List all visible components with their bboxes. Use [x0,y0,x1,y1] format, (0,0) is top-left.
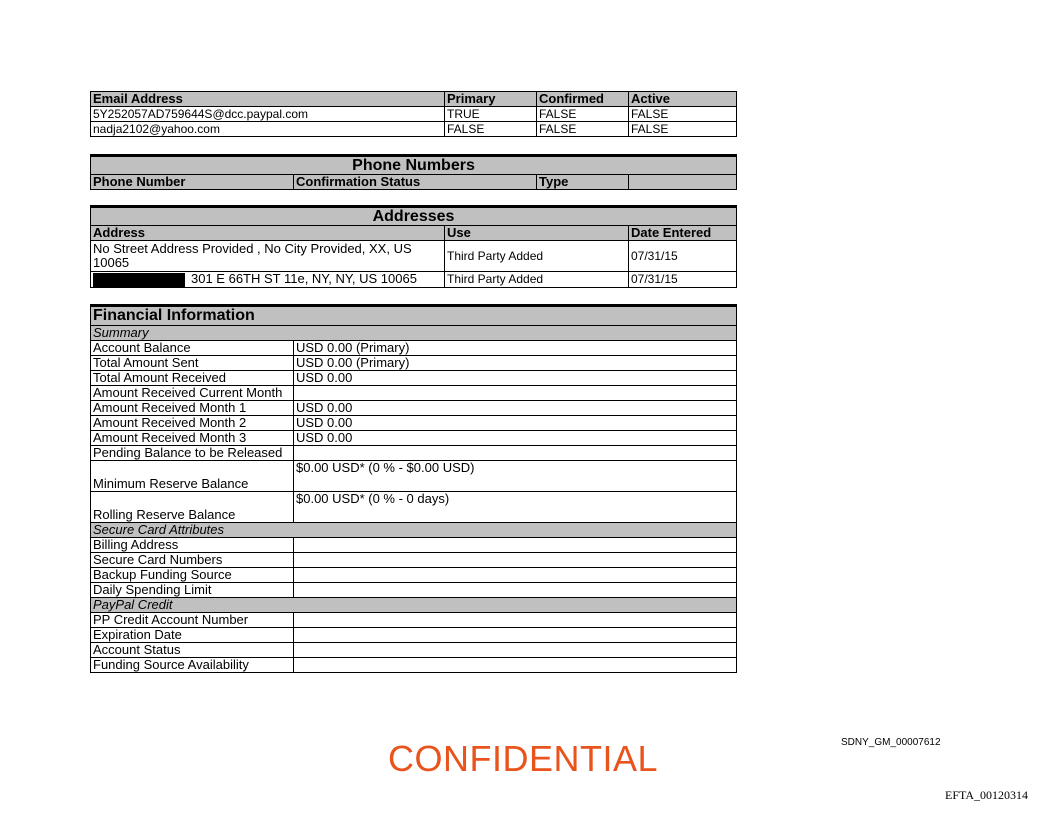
row-label: Expiration Date [91,628,294,643]
confirmed-cell: FALSE [537,122,629,137]
active-cell: FALSE [629,107,737,122]
row-label: Amount Received Month 2 [91,416,294,431]
row-value: $0.00 USD* (0 % - 0 days) [294,492,737,523]
active-cell: FALSE [629,122,737,137]
table-row [91,643,737,658]
header-use: Use [445,226,629,241]
section-row [91,326,737,341]
row-value [294,386,737,401]
address-text: 301 E 66TH ST 11e, NY, NY, US 10065 [191,271,417,286]
row-label: Total Amount Received [91,371,294,386]
email-cell: 5Y252057AD759644S@dcc.paypal.com [91,107,445,122]
table-row [91,538,737,553]
table-row [91,613,737,628]
table-row [91,371,737,386]
row-label: Minimum Reserve Balance [91,461,294,492]
row-label: Account Status [91,643,294,658]
addresses-title: Addresses [91,207,737,226]
addresses-title-row [91,207,737,226]
row-value: USD 0.00 [294,401,737,416]
phone-numbers-title: Phone Numbers [91,156,737,175]
summary-label: Summary [91,326,737,341]
header-date-entered: Date Entered [629,226,737,241]
row-label: Pending Balance to be Released [91,446,294,461]
table-row [91,107,737,122]
table-row [91,628,737,643]
header-confirmation-status: Confirmation Status [294,175,537,190]
row-label: Billing Address [91,538,294,553]
row-label: Daily Spending Limit [91,583,294,598]
table-row [91,356,737,371]
header-primary: Primary [445,92,537,107]
email-table [90,91,737,137]
address-cell: No Street Address Provided , No City Provided, XX, US 10065 [91,241,445,272]
date-entered-cell: 07/31/15 [629,272,737,288]
primary-cell: TRUE [445,107,537,122]
section-row [91,598,737,613]
redaction-bar [93,273,185,287]
table-row [91,492,737,523]
table-row [91,272,737,288]
header-address: Address [91,226,445,241]
confirmed-cell: FALSE [537,107,629,122]
row-value: USD 0.00 [294,431,737,446]
use-cell: Third Party Added [445,272,629,288]
row-value [294,568,737,583]
row-value: USD 0.00 (Primary) [294,356,737,371]
confidential-stamp: CONFIDENTIAL [388,738,659,779]
financial-table [90,304,737,673]
phone-table [90,154,737,190]
section-row [91,523,737,538]
row-value [294,538,737,553]
financial-title-row [91,306,737,326]
table-row [91,241,737,272]
row-label: Secure Card Numbers [91,553,294,568]
table-row [91,401,737,416]
primary-cell: FALSE [445,122,537,137]
use-cell: Third Party Added [445,241,629,272]
row-value [294,658,737,673]
row-value: $0.00 USD* (0 % - $0.00 USD) [294,461,737,492]
phone-title-row [91,156,737,175]
bates-number: SDNY_GM_00007612 [841,737,941,748]
address-cell [91,272,445,288]
row-value [294,583,737,598]
row-value: USD 0.00 (Primary) [294,341,737,356]
secure-card-label: Secure Card Attributes [91,523,737,538]
table-row [91,461,737,492]
row-label: Funding Source Availability [91,658,294,673]
row-label: Backup Funding Source [91,568,294,583]
date-entered-cell: 07/31/15 [629,241,737,272]
table-row [91,341,737,356]
table-row [91,658,737,673]
row-label: Account Balance [91,341,294,356]
table-row [91,446,737,461]
phone-header-row [91,175,737,190]
row-value [294,628,737,643]
row-label: Rolling Reserve Balance [91,492,294,523]
header-email-address: Email Address [91,92,445,107]
header-type: Type [537,175,629,190]
row-value: USD 0.00 [294,416,737,431]
table-row [91,553,737,568]
table-row [91,416,737,431]
table-row [91,122,737,137]
row-value [294,643,737,658]
address-header-row [91,226,737,241]
header-phone-number: Phone Number [91,175,294,190]
row-value: USD 0.00 [294,371,737,386]
header-confirmed: Confirmed [537,92,629,107]
header-blank [629,175,737,190]
table-row [91,386,737,401]
email-header-row [91,92,737,107]
table-row [91,431,737,446]
paypal-credit-label: PayPal Credit [91,598,737,613]
row-value [294,446,737,461]
row-label: Amount Received Current Month [91,386,294,401]
row-label: PP Credit Account Number [91,613,294,628]
address-table [90,205,737,288]
email-cell: nadja2102@yahoo.com [91,122,445,137]
table-row [91,583,737,598]
financial-information-title: Financial Information [91,306,737,326]
table-row [91,568,737,583]
row-value [294,613,737,628]
header-active: Active [629,92,737,107]
row-value [294,553,737,568]
efta-number: EFTA_00120314 [945,788,1029,802]
row-label: Amount Received Month 1 [91,401,294,416]
row-label: Total Amount Sent [91,356,294,371]
row-label: Amount Received Month 3 [91,431,294,446]
